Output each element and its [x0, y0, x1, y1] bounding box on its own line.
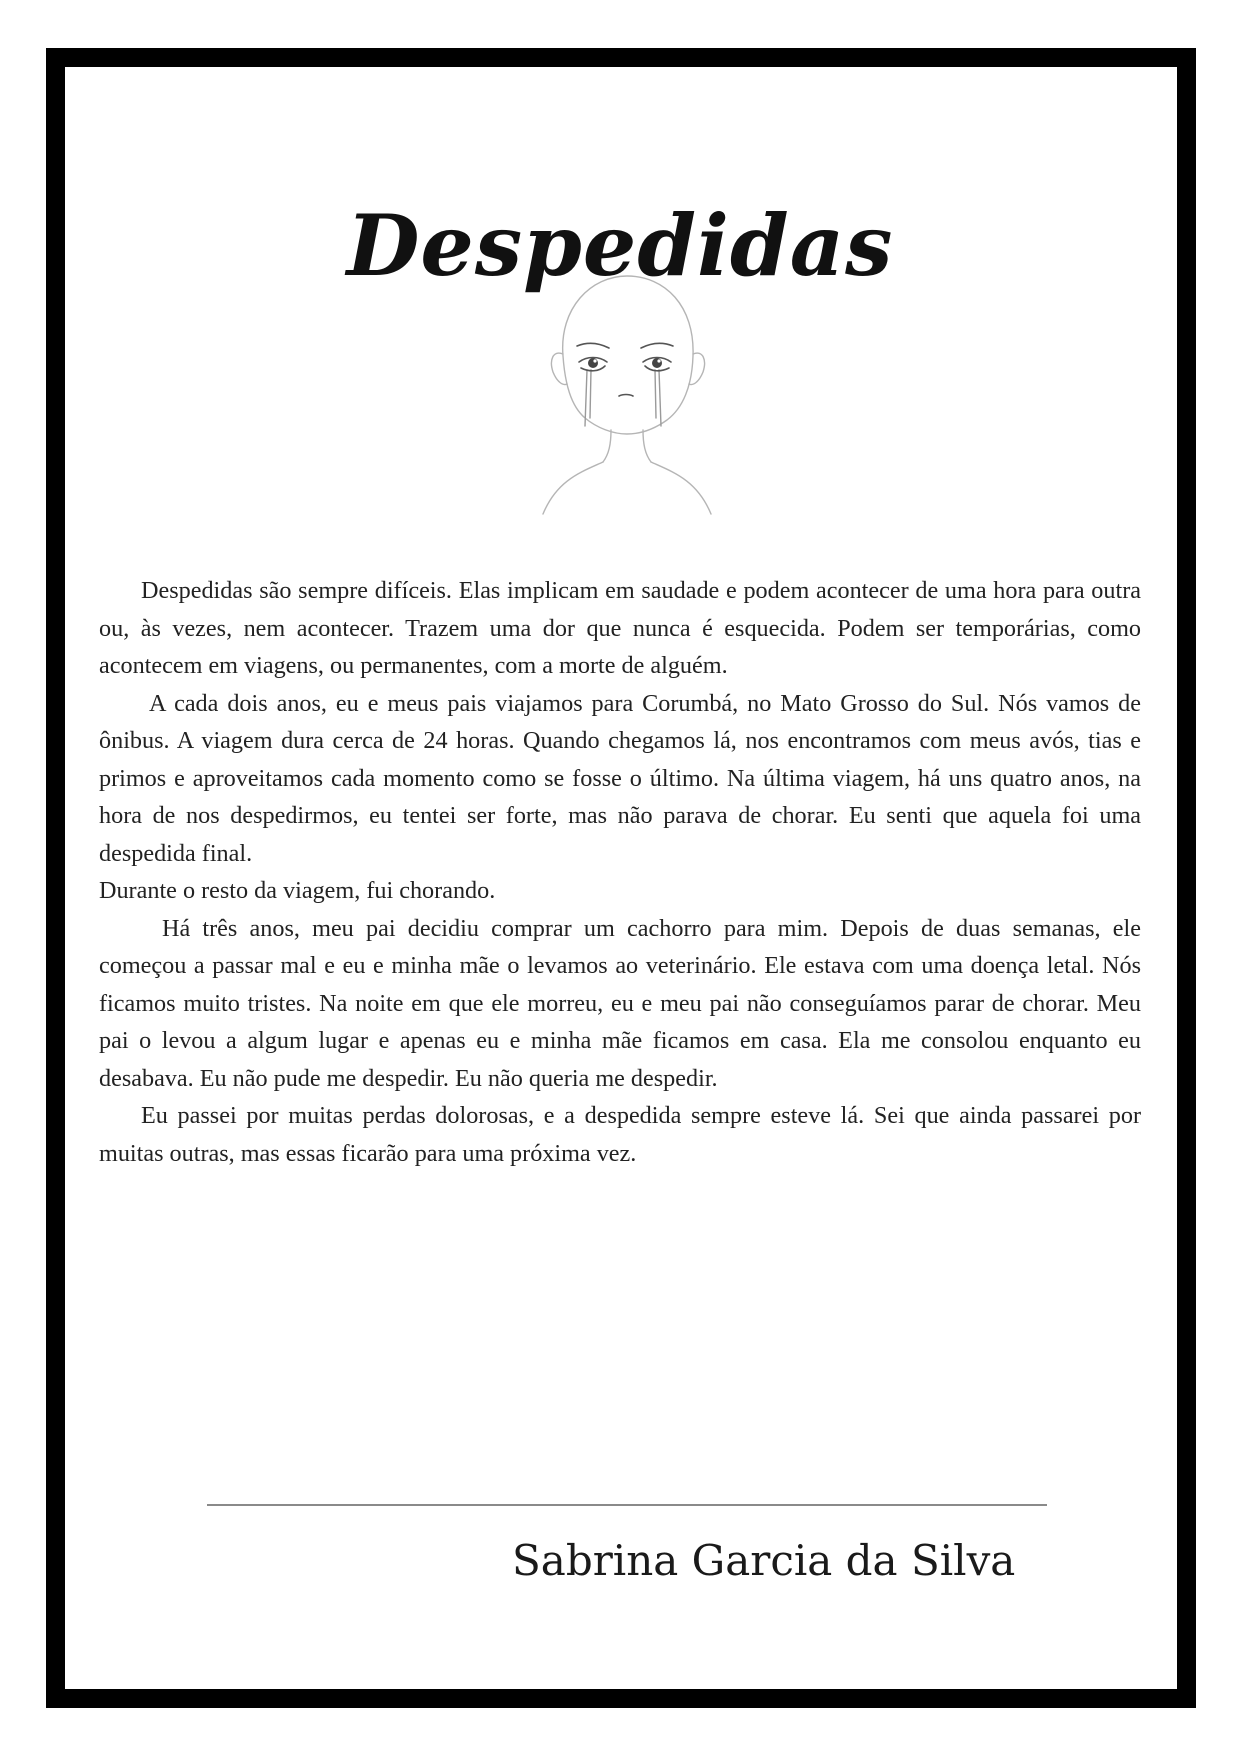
page-title: Despedidas: [346, 196, 894, 296]
crying-face-icon: [535, 268, 715, 518]
essay-body: [99, 572, 1141, 1172]
paragraph: Despedidas são sempre difíceis. Elas implicam em saudade e podem acontecer de uma hora para outra ou, às vezes, nem acontecer. Trazem uma dor que nunca é esquecida. Podem ser temporárias, como acontecem em viagens, ou permanentes, com a morte de alguém.: [99, 577, 1141, 679]
paragraph: Durante o resto da viagem, fui chorando.: [99, 877, 496, 904]
author-signature: Sabrina Garcia da Silva: [512, 1536, 1016, 1585]
paragraph: A cada dois anos, eu e meus pais viajamos para Corumbá, no Mato Grosso do Sul. Nós vamos de ônibus. A viagem dura cerca de 24 horas. Quando chegamos lá, nos encontramos com meus avós, tias e primos e aproveitamos cada momento como se fosse o último. Na última viagem, há uns quatro anos, na hora de nos despedirmos, eu tentei ser forte, mas não parava de chorar. Eu senti que aquela foi uma despedida final.: [99, 689, 1141, 867]
signature-line: [207, 1504, 1047, 1506]
paragraph: Há três anos, meu pai decidiu comprar um cachorro para mim. Depois de duas semanas, ele começou a passar mal e eu e minha mãe o levamos ao veterinário. Ele estava com uma doença letal. Nós ficamos muito tristes. Na noite em que ele morreu, eu e meu pai não conseguíamos parar de chorar. Meu pai o levou a algum lugar e apenas eu e minha mãe ficamos em casa. Ela me consolou enquanto eu desabava. Eu não pude me despedir. Eu não queria me despedir.: [99, 914, 1141, 1092]
paragraph: Eu passei por muitas perdas dolorosas, e a despedida sempre esteve lá. Sei que ainda passarei por muitas outras, mas essas ficarão para uma próxima vez.: [99, 1102, 1141, 1167]
